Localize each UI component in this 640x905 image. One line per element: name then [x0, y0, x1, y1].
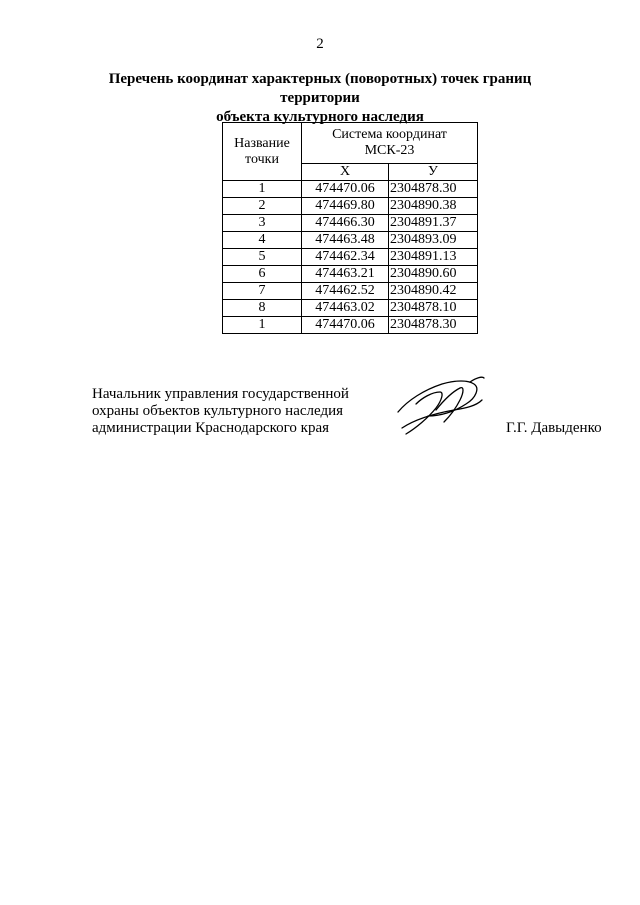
coordinates-table [222, 122, 478, 334]
signatory-title-line-3: администрации Краснодарского края [92, 420, 330, 436]
x-coordinate-cell: 474463.48 [302, 232, 389, 249]
x-coordinate-cell: 474463.21 [302, 266, 389, 283]
x-coordinate-cell: 474462.52 [302, 283, 389, 300]
signer-name: Г.Г. Давыденко [506, 420, 602, 436]
y-coordinate-cell: 2304878.30 [389, 181, 478, 198]
coordinate-system-header-line-2: МСК-23 [364, 143, 415, 158]
title-line-1: Перечень координат характерных (поворотных) точек границ территории [108, 71, 532, 106]
y-column-header: У [389, 164, 478, 181]
table-row [223, 266, 478, 283]
table-row [223, 198, 478, 215]
point-number-cell: 1 [223, 317, 302, 334]
coordinate-system-header-line-1: Система координат [332, 127, 447, 142]
y-coordinate-cell: 2304890.42 [389, 283, 478, 300]
table-row [223, 283, 478, 300]
y-coordinate-cell: 2304878.10 [389, 300, 478, 317]
page-number: 2 [316, 36, 324, 52]
signatory-title [92, 386, 392, 437]
point-number-cell: 2 [223, 198, 302, 215]
x-column-header: X [302, 164, 389, 181]
signatory-title-line-1: Начальник управления государственной [92, 386, 349, 402]
coordinates-table-body [223, 181, 478, 334]
handwritten-signature [384, 370, 496, 442]
table-row [223, 300, 478, 317]
y-coordinate-cell: 2304890.60 [389, 266, 478, 283]
table-row [223, 317, 478, 334]
point-number-cell: 6 [223, 266, 302, 283]
point-name-header-line-2: точки [245, 151, 279, 167]
point-number-cell: 4 [223, 232, 302, 249]
point-number-cell: 7 [223, 283, 302, 300]
table-row [223, 215, 478, 232]
point-number-cell: 5 [223, 249, 302, 266]
title-line-2: объекта культурного наследия [216, 109, 424, 125]
x-coordinate-cell: 474470.06 [302, 317, 389, 334]
y-coordinate-cell: 2304893.09 [389, 232, 478, 249]
point-number-cell: 8 [223, 300, 302, 317]
x-coordinate-cell: 474462.34 [302, 249, 389, 266]
table-row [223, 249, 478, 266]
y-coordinate-cell: 2304891.13 [389, 249, 478, 266]
coordinate-system-header [302, 123, 478, 164]
point-number-cell: 1 [223, 181, 302, 198]
point-name-header-line-1: Название [234, 135, 290, 151]
signatory-title-line-2: охраны объектов культурного наследия [92, 403, 344, 419]
y-coordinate-cell: 2304890.38 [389, 198, 478, 215]
y-coordinate-cell: 2304891.37 [389, 215, 478, 232]
x-coordinate-cell: 474466.30 [302, 215, 389, 232]
table-row [223, 232, 478, 249]
x-coordinate-cell: 474469.80 [302, 198, 389, 215]
x-coordinate-cell: 474470.06 [302, 181, 389, 198]
x-coordinate-cell: 474463.02 [302, 300, 389, 317]
table-row [223, 181, 478, 198]
document-title [80, 70, 560, 127]
point-number-cell: 3 [223, 215, 302, 232]
point-name-header [223, 123, 302, 181]
y-coordinate-cell: 2304878.30 [389, 317, 478, 334]
